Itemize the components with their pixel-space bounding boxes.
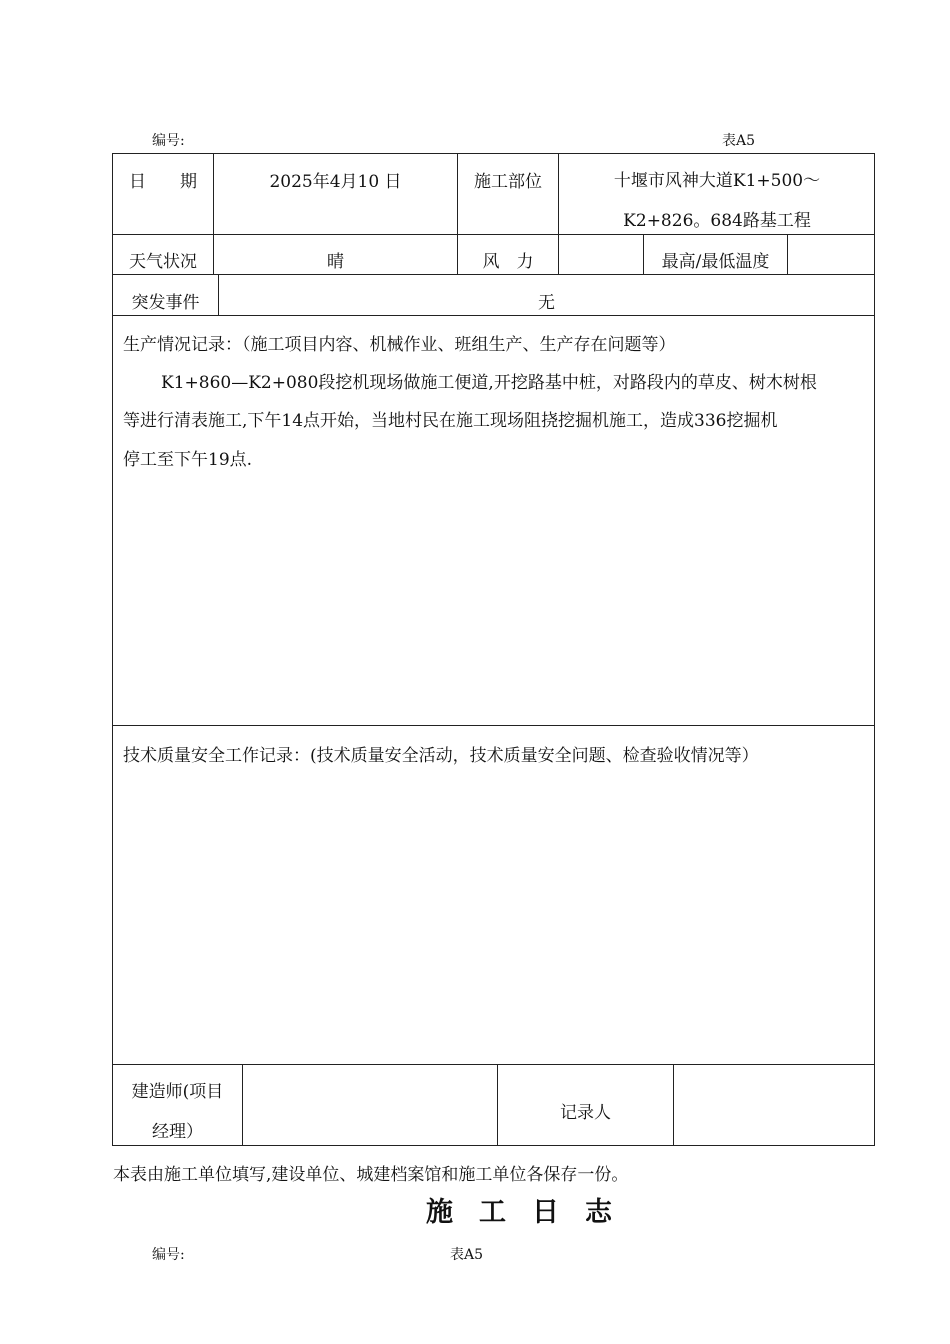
builder-label-line2: 经理） bbox=[152, 1121, 203, 1142]
incident-label: 突发事件 bbox=[131, 292, 200, 313]
footer-note: 本表由施工单位填写,建设单位、城建档案馆和施工单位各保存一份。 bbox=[113, 1165, 629, 1185]
weather-value: 晴 bbox=[327, 251, 344, 272]
date-value: 2025年4月10 日 bbox=[269, 171, 402, 192]
production-line-2: 等进行清表施工,下午14点开始，当地村民在施工现场阻挠挖掘机施工，造成336挖掘机 bbox=[123, 411, 778, 431]
recorder-value bbox=[674, 1065, 874, 1145]
builder-label-line1: 建造师(项目 bbox=[131, 1081, 224, 1102]
incident-value: 无 bbox=[538, 292, 555, 313]
next-serial-label: 编号: bbox=[152, 1247, 185, 1263]
production-line-1: K1+860—K2+080段挖机现场做施工便道,开挖路基中桩，对路段内的草皮、树木树根 bbox=[161, 373, 817, 393]
recorder-label: 记录人 bbox=[560, 1102, 611, 1123]
location-value-line2: K2+826。684路基工程 bbox=[623, 210, 811, 231]
serial-label: 编号: bbox=[152, 133, 185, 149]
production-heading: 生产情况记录：（施工项目内容、机械作业、班组生产、生产存在问题等） bbox=[123, 335, 676, 355]
production-line-3: 停工至下午19点. bbox=[123, 450, 253, 470]
date-label: 日 期 bbox=[129, 171, 197, 192]
next-form-code: 表A5 bbox=[450, 1247, 484, 1263]
temperature-value bbox=[788, 239, 874, 279]
builder-value bbox=[243, 1065, 497, 1145]
quality-heading: 技术质量安全工作记录：(技术质量安全活动，技术质量安全问题、检查验收情况等） bbox=[123, 746, 759, 766]
location-value-line1: 十堰市风神大道K1+500～ bbox=[613, 170, 821, 191]
wind-value bbox=[559, 239, 643, 279]
temperature-label: 最高/最低温度 bbox=[661, 251, 770, 272]
weather-label: 天气状况 bbox=[129, 251, 197, 272]
location-label: 施工部位 bbox=[474, 171, 542, 192]
wind-label: 风 力 bbox=[482, 251, 534, 272]
page-title: 施工日志 bbox=[426, 1197, 638, 1228]
form-code: 表A5 bbox=[722, 133, 756, 149]
